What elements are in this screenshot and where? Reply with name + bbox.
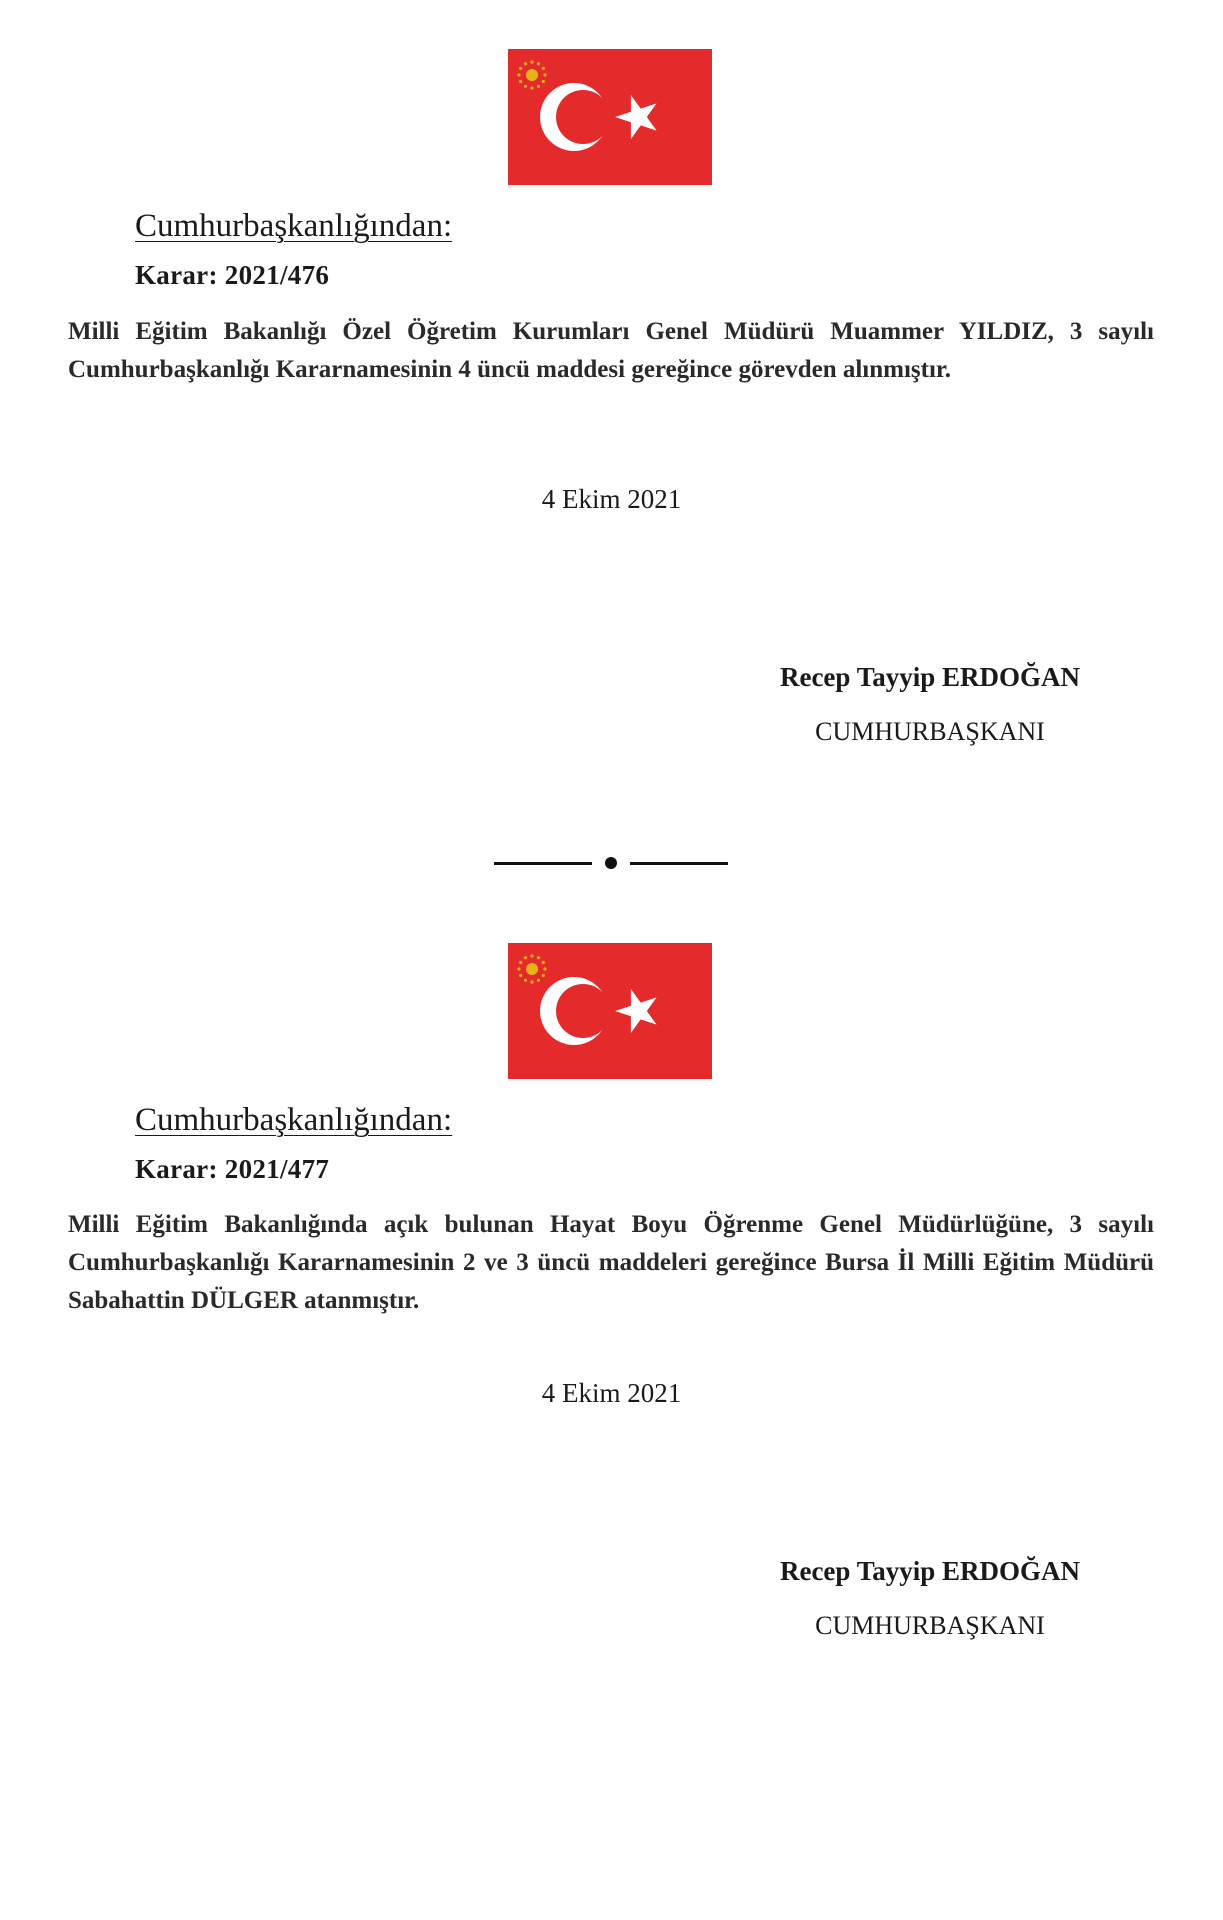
signer-title: CUMHURBAŞKANI <box>815 717 1045 746</box>
decree-date: 4 Ekim 2021 <box>541 1378 682 1408</box>
signer-name: Recep Tayyip ERDOĞAN <box>779 1556 1081 1586</box>
issuer-heading: Cumhurbaşkanlığından: <box>135 208 453 244</box>
issuer-heading: Cumhurbaşkanlığından: <box>135 1102 453 1138</box>
signer-title: CUMHURBAŞKANI <box>815 1611 1045 1640</box>
signer-name: Recep Tayyip ERDOĞAN <box>779 662 1081 692</box>
decree-date: 4 Ekim 2021 <box>541 484 682 514</box>
decree-body: Milli Eğitim Bakanlığı Özel Öğretim Kurumları Genel Müdürü Muammer YILDIZ, 3 sayılı Cumhurbaşkanlığı Kararnamesinin 4 üncü maddesi gereğince görevden alınmıştır. <box>68 318 1154 383</box>
decree-body: Milli Eğitim Bakanlığında açık bulunan Hayat Boyu Öğrenme Genel Müdürlüğüne, 3 sayılı Cumhurbaşkanlığı Kararnamesinin 2 ve 3 üncü maddeleri gereğince Bursa İl Milli Eğitim Müdürü Sabahattin DÜLGER atanmıştır. <box>68 1211 1154 1314</box>
decree-number: Karar: 2021/476 <box>135 260 330 290</box>
decree-number: Karar: 2021/477 <box>135 1154 330 1184</box>
presidential-flag-icon <box>508 943 712 1079</box>
